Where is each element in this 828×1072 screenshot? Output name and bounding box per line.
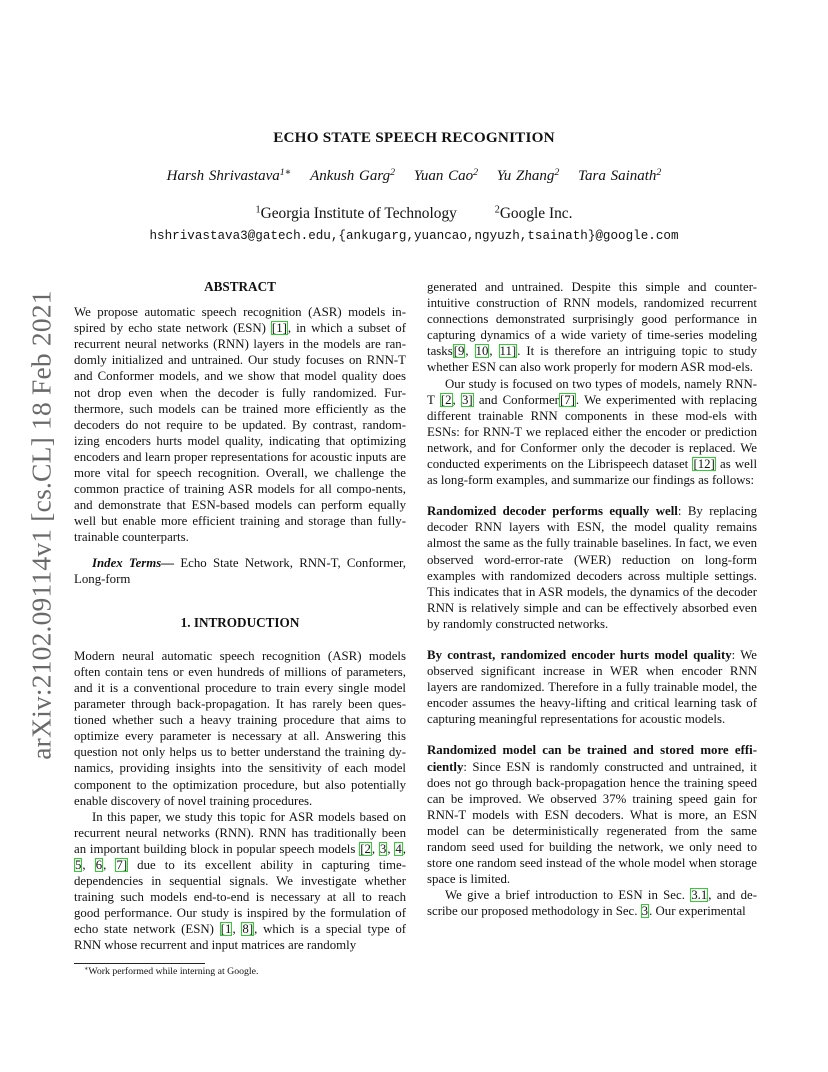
finding-decoder: Randomized decoder performs equally well: By replacing decoder RNN layers with ESN, the model quality remains almost the same as the fully trainable baselines. In fact, we even observed word-error-rate (WER) reduction on long-form examples with randomized decoders across multiple settings. This indicates that in ASR models, the dynamics of the decoder RNN is relatively simple and can be effectively absorbed even by randomly constructed networks. [427, 504, 757, 631]
footnote: ∗Work performed while interning at Google. [84, 965, 259, 977]
intro-heading: 1. INTRODUCTION [180, 614, 300, 630]
index-terms: Index Terms— Echo State Network, RNN-T, Conformer, Long-form [74, 555, 406, 586]
citation-link[interactable]: [1] [271, 321, 287, 336]
citation-link[interactable]: [7] [559, 392, 575, 407]
left-column [74, 279, 406, 954]
citation-link[interactable]: 3 [379, 841, 387, 856]
section-link[interactable]: 3.1 [691, 888, 708, 903]
affiliation-google: Google Inc. [499, 205, 573, 222]
affiliation-georgia-tech: Georgia Institute of Technology [260, 205, 457, 222]
finding-efficiency: Randomized model can be trained and stored more effi-ciently: Since ESN is randomly constructed and untrained, it does not go through back-propagation hence the training speed can be improved. We observed 37% training speed gain for RNN-T models with ESN decoders. What is more, an ESN model can be deterministically regenerated from the same random seed used for building the network, we only need to store one random seed instead of the whole model when storage space is limited. [427, 743, 757, 887]
author: Yuan Cao$^2$ [413, 166, 479, 184]
citation-link[interactable]: 3] [461, 392, 473, 407]
author-emails: hshrivastava3@gatech.edu,{ankugarg,yuancao,ngyuzh,tsainath}@google.com [149, 229, 679, 243]
intro-paragraph-2: In this paper, we study this topic for ASR models based on recurrent neural networks (RNN). RNN has traditionally been an important building block in popular speech models [2, 3, 4, 5, 6, 7] due to its excellent ability in capturing time-dependencies in sequential signals. We investigate whether training such models end-to-end is necessary at all to reach good performance. Our study is inspired by the formulation of echo state network (ESN) [1, 8], which is a special type of RNN whose recurrent and input matrices are randomly [74, 809, 407, 953]
citation-link[interactable]: 7] [116, 858, 128, 872]
author: Ankush Garg$^2$ [310, 166, 396, 184]
intro-paragraph-3: generated and untrained. Despite this simple and counter-intuitive construction of RNN models, randomized recurrent connections demonstrated surprisingly good performance in capturing dynamics of a wide variety of time-series modeling tasks[9, 10, 11]. It is therefore an intriguing topic to study whether ESN can also work properly for modern ASR mod-els. [427, 280, 757, 375]
citation-link[interactable]: 4 [395, 841, 402, 856]
citation-link[interactable]: 6 [95, 858, 103, 872]
citation-link[interactable]: [2 [440, 392, 452, 407]
abstract-heading: ABSTRACT [204, 279, 276, 294]
author-list [0, 168, 828, 185]
citation-link[interactable]: [12] [693, 457, 715, 472]
citation-link[interactable]: 8] [242, 922, 254, 937]
paper-title: ECHO STATE SPEECH RECOGNITION [273, 129, 555, 146]
abstract-paragraph: We propose automatic speech recognition (ASR) models in-spired by echo state network (ESN) [1], in which a subset of recurrent neural networks (RNN) layers in the models are ran-domly initialized and untrained. Our study focuses on RNN-T and Conformer models, and we show that model quality does not drop even when the decoder is fully randomized. Fur-thermore, such models can be trained more efficiently as the decoders do not require to be updated. By contrast, random-izing encoders hurts model quality, indicating that optimizing encoders and learn proper representations for acoustic inputs are more vital for speech recognition. Overall, we challenge the common practice of training ASR models for all compo-nents, and demonstrate that ESN-based models can perform equally well but enable more efficient training and storage than fully-trainable counterparts. [74, 305, 407, 545]
footnote-rule [74, 963, 205, 964]
author: Harsh Shrivastava$^{1∗}$ [166, 166, 292, 184]
citation-link[interactable]: [1 [220, 922, 232, 937]
intro-paragraph-5: We give a brief introduction to ESN in Sec. 3.1, and de-scribe our proposed methodology in Sec. 3. Our experimental [427, 888, 757, 919]
right-column [427, 279, 757, 919]
author: Tara Sainath$^2$ [578, 166, 662, 184]
section-link[interactable]: 3 [641, 904, 649, 919]
affiliations: $^1$Georgia Institute of Technology $^2$Google Inc. [255, 204, 573, 222]
citation-link[interactable]: [9 [453, 344, 465, 359]
finding-encoder: By contrast, randomized encoder hurts model quality: We observed significant increase in WER when encoder RNN layers are randomized. Therefore in a fully trainable model, the encoder assumes the heavy-lifting and critical learning task of capturing meaningful representations for acoustic models. [427, 647, 757, 727]
citation-link[interactable]: 10 [475, 344, 489, 359]
citation-link[interactable]: [2 [360, 841, 371, 856]
arxiv-stamp: arXiv:2102.09114v1 [cs.CL] 18 Feb 2021 [26, 290, 58, 760]
citation-link[interactable]: 11] [499, 344, 517, 359]
author: Yu Zhang$^2$ [496, 166, 560, 184]
intro-paragraph-1: Modern neural automatic speech recognition (ASR) models often contain tens or even hundreds of millions of parameters, and it is a conventional procedure to train every single model parameter through back-propagation. It has rarely been ques-tioned whether such a heavy training procedure that aims to optimize every parameter is necessary at all. Answering this question not only helps us to better understand the training dy-namics, providing insights into the sensitivity of each model component to the optimization procedure, but also potentially enable discovery of novel training procedures. [74, 648, 406, 808]
intro-paragraph-4: Our study is focused on two types of models, namely RNN-T [2, 3] and Conformer[7]. We experimented with replacing different trainable RNN components in these mod-els with ESNs: for RNN-T we replaced either the encoder or prediction network, and for Conformer only the decoder is replaced. We conducted experiments on the Librispeech dataset [12] as well as long-form examples, and summarize our findings as follows: [427, 376, 758, 488]
citation-link[interactable]: 5 [75, 858, 82, 872]
